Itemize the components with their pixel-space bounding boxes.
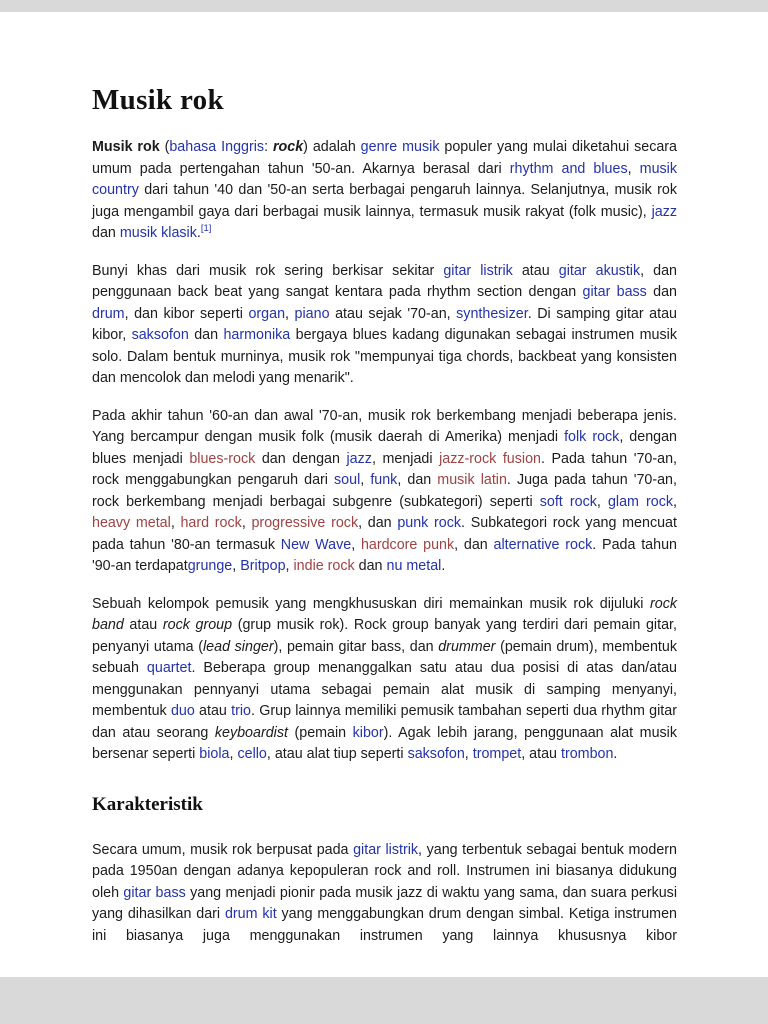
page-top-gutter (0, 0, 768, 12)
wiki-link[interactable]: heavy metal (92, 515, 171, 531)
text-run: dan dengan (255, 450, 347, 467)
wiki-link[interactable]: gitar bass (123, 884, 186, 901)
text-run: , (241, 515, 252, 531)
wiki-link[interactable]: jazz-rock fusion (439, 450, 541, 467)
wiki-link[interactable]: soul (334, 472, 361, 488)
text-run: bergaya blues kadang digunakan sebagai instrumen musik solo. Dalam bentuk murninya, musik rok "mempunyai tiga chords, backbeat yang konsisten dan mencolok dan melodi yang menarik". (92, 327, 681, 386)
text-run: keyboardist (214, 724, 288, 741)
text-run: atau (123, 617, 163, 633)
text-run: ( (159, 139, 170, 155)
text-run: Sebuah kelompok pemusik yang mengkhususkan diri memainkan musik rok dijuluki (92, 595, 650, 612)
text-run: rock (272, 139, 304, 155)
text-run: , (285, 558, 294, 574)
text-run: (pemain drum), membentuk sebuah (92, 638, 681, 676)
wiki-link[interactable]: rhythm and blues (509, 160, 628, 177)
text-run: , (627, 160, 640, 177)
text-run: , (464, 746, 473, 762)
wiki-link[interactable]: gitar akustik (558, 262, 641, 279)
text-run: : (264, 139, 273, 155)
wiki-link[interactable]: jazz (651, 203, 677, 220)
text-run: drummer (438, 638, 496, 655)
wiki-link[interactable]: kibor (352, 724, 384, 741)
wiki-link[interactable]: hard rock (180, 515, 242, 531)
wiki-link[interactable]: folk rock (564, 429, 620, 445)
wiki-link[interactable]: funk (370, 472, 398, 488)
text-run: . Beberapa group menanggalkan satu atau dua posisi di atas dan/atau menggunakan pennyanyi utama sebagai pemain alat musik di samping menyanyi, membentuk (92, 660, 681, 719)
text-run: dan (92, 203, 681, 241)
document-body (92, 84, 681, 963)
text-run: . (441, 558, 446, 574)
wiki-link[interactable]: nu metal (386, 558, 442, 574)
wiki-link[interactable]: punk rock (397, 515, 462, 531)
text-run: , dan (454, 536, 494, 553)
paragraph (92, 840, 681, 948)
wiki-link[interactable]: New Wave (280, 536, 352, 553)
text-run: . (196, 225, 201, 241)
text-run: dan (646, 284, 681, 300)
text-run: populer yang mulai diketahui secara umum pada pertengahan tahun '50-an. Akarnya berasal dari (92, 139, 681, 177)
text-run: . Di samping gitar atau kibor, (92, 305, 681, 343)
wiki-link[interactable]: drum kit (224, 906, 277, 922)
text-run: , (673, 493, 681, 510)
text-run: Musik rok (92, 139, 160, 155)
wiki-link[interactable]: cello (237, 746, 267, 762)
text-run: , (232, 558, 241, 574)
article-title: Musik rok (92, 84, 224, 116)
paragraph (92, 137, 681, 245)
text-run: Secara umum, musik rok berpusat pada (92, 841, 354, 858)
text-run: , atau (521, 746, 561, 762)
text-run: , (596, 493, 608, 510)
text-run: dari tahun '40 dan '50-an serta berbagai pengaruh lainnya. Selanjutnya, musik rok juga mengambil gaya dari berbagai musik lainnya, termasuk musik rakyat (folk music), (92, 182, 681, 220)
wiki-link[interactable]: quartet (146, 660, 192, 676)
wiki-link[interactable]: musik klasik (119, 225, 197, 241)
paragraph (92, 594, 681, 766)
wiki-link[interactable]: piano (294, 305, 330, 322)
wiki-link[interactable]: drum (92, 305, 125, 322)
text-run: , dengan blues menjadi (92, 429, 681, 467)
wiki-link[interactable]: alternative rock (493, 536, 593, 553)
text-run: , atau alat tiup seperti (266, 746, 408, 762)
wiki-link[interactable]: synthesizer (456, 305, 528, 322)
text-run: . Juga pada tahun '70-an, rock berkembang menjadi berbagai subgenre (subkategori) seperti (92, 472, 681, 510)
wiki-link[interactable]: musik country (92, 160, 681, 198)
wiki-link[interactable]: organ (248, 305, 286, 322)
citation-ref-link[interactable]: [1] (200, 223, 212, 235)
text-run: . Pada tahun '70-an, rock menggabungkan pengaruh dari (92, 450, 681, 488)
text-run: atau (512, 262, 559, 279)
text-run: . Pada tahun '90-an terdapat (92, 536, 681, 574)
wiki-link[interactable]: gitar listrik (443, 262, 513, 279)
text-run: , (285, 305, 295, 322)
text-run: lead singer (203, 638, 274, 655)
wiki-link[interactable]: hardcore punk (360, 536, 455, 553)
wiki-link[interactable]: harmonika (223, 327, 291, 343)
wiki-link[interactable]: duo (170, 703, 195, 719)
text-run: , yang terbentuk sebagai bentuk modern pada 1950an dengan adanya kepopuleran rock and roll. Instrumen ini biasanya didukung oleh (92, 841, 681, 901)
text-run: rock group (162, 617, 233, 633)
wiki-link[interactable]: genre musik (360, 139, 440, 155)
wiki-link[interactable]: gitar listrik (353, 841, 419, 858)
text-run: , (229, 746, 238, 762)
text-run: yang menjadi pionir pada musik jazz di waktu yang sama, dan suara perkusi yang dihasilkan dari (92, 884, 681, 922)
wiki-link[interactable]: Britpop (240, 558, 286, 574)
wiki-link[interactable]: grunge (187, 558, 233, 574)
text-run: yang menggabungkan drum dengan simbal. Ketiga instrumen ini biasanya juga menggunakan instrumen yang lainnya khususnya kibor (92, 906, 681, 944)
wiki-link[interactable]: glam rock (607, 493, 674, 510)
wiki-link[interactable]: bahasa Inggris (169, 139, 265, 155)
paragraph (92, 261, 681, 390)
text-run: (pemain (287, 724, 353, 741)
section-heading-karakteristik: Karakteristik (92, 793, 203, 815)
wiki-link[interactable]: biola (199, 746, 230, 762)
text-run: , (360, 472, 371, 488)
wiki-link[interactable]: soft rock (539, 493, 597, 510)
text-run: Pada akhir tahun '60-an dan awal '70-an, musik rok berkembang menjadi beberapa jenis. Yang bercampur dengan musik folk (musik daerah di Amerika) menjadi (92, 407, 681, 445)
text-run: dan (354, 558, 387, 574)
text-run: , (351, 536, 361, 553)
text-run: , dan (397, 472, 438, 488)
wiki-link[interactable]: indie rock (293, 558, 355, 574)
text-run: , dan penggunaan back beat yang sangat kentara pada rhythm section dengan (92, 262, 681, 300)
text-run: ), pemain gitar bass, dan (273, 638, 439, 655)
text-run: atau sejak '70-an, (329, 305, 457, 322)
wiki-link[interactable]: saksofon (131, 327, 189, 343)
text-run: ) adalah (303, 139, 361, 155)
wiki-link[interactable]: trombon (560, 746, 614, 762)
text-run: rock band (92, 595, 681, 633)
text-run: , dan (358, 515, 398, 531)
text-run: (grup musik rok). Rock group banyak yang terdiri dari pemain gitar, penyanyi utama ( (92, 617, 681, 655)
text-run: ). Agak lebih jarang, penggunaan alat musik bersenar seperti (92, 724, 681, 762)
page-bottom-gutter (0, 977, 768, 1024)
wiki-link[interactable]: gitar bass (582, 284, 647, 300)
wiki-link[interactable]: blues-rock (189, 450, 256, 467)
text-run: dan (188, 327, 224, 343)
wiki-link[interactable]: saksofon (407, 746, 465, 762)
text-run: . Subkategori rock yang mencuat pada tahun '80-an termasuk (92, 515, 681, 553)
text-run: . (613, 746, 618, 762)
wiki-link[interactable]: jazz (346, 450, 372, 467)
wiki-link[interactable]: trompet (472, 746, 522, 762)
text-run: Bunyi khas dari musik rok sering berkisar sekitar (92, 262, 444, 279)
wiki-link[interactable]: progressive rock (251, 515, 359, 531)
text-run: , dan kibor seperti (124, 305, 249, 322)
text-run: atau (194, 703, 232, 719)
wiki-link[interactable]: trio (231, 703, 252, 719)
text-run: , menjadi (371, 450, 440, 467)
text-run: , (170, 515, 181, 531)
text-run: . Grup lainnya memiliki pemusik tambahan seperti dua rhythm gitar dan atau seorang (92, 703, 681, 741)
paragraph (92, 406, 681, 578)
wiki-link[interactable]: musik latin (437, 472, 507, 488)
